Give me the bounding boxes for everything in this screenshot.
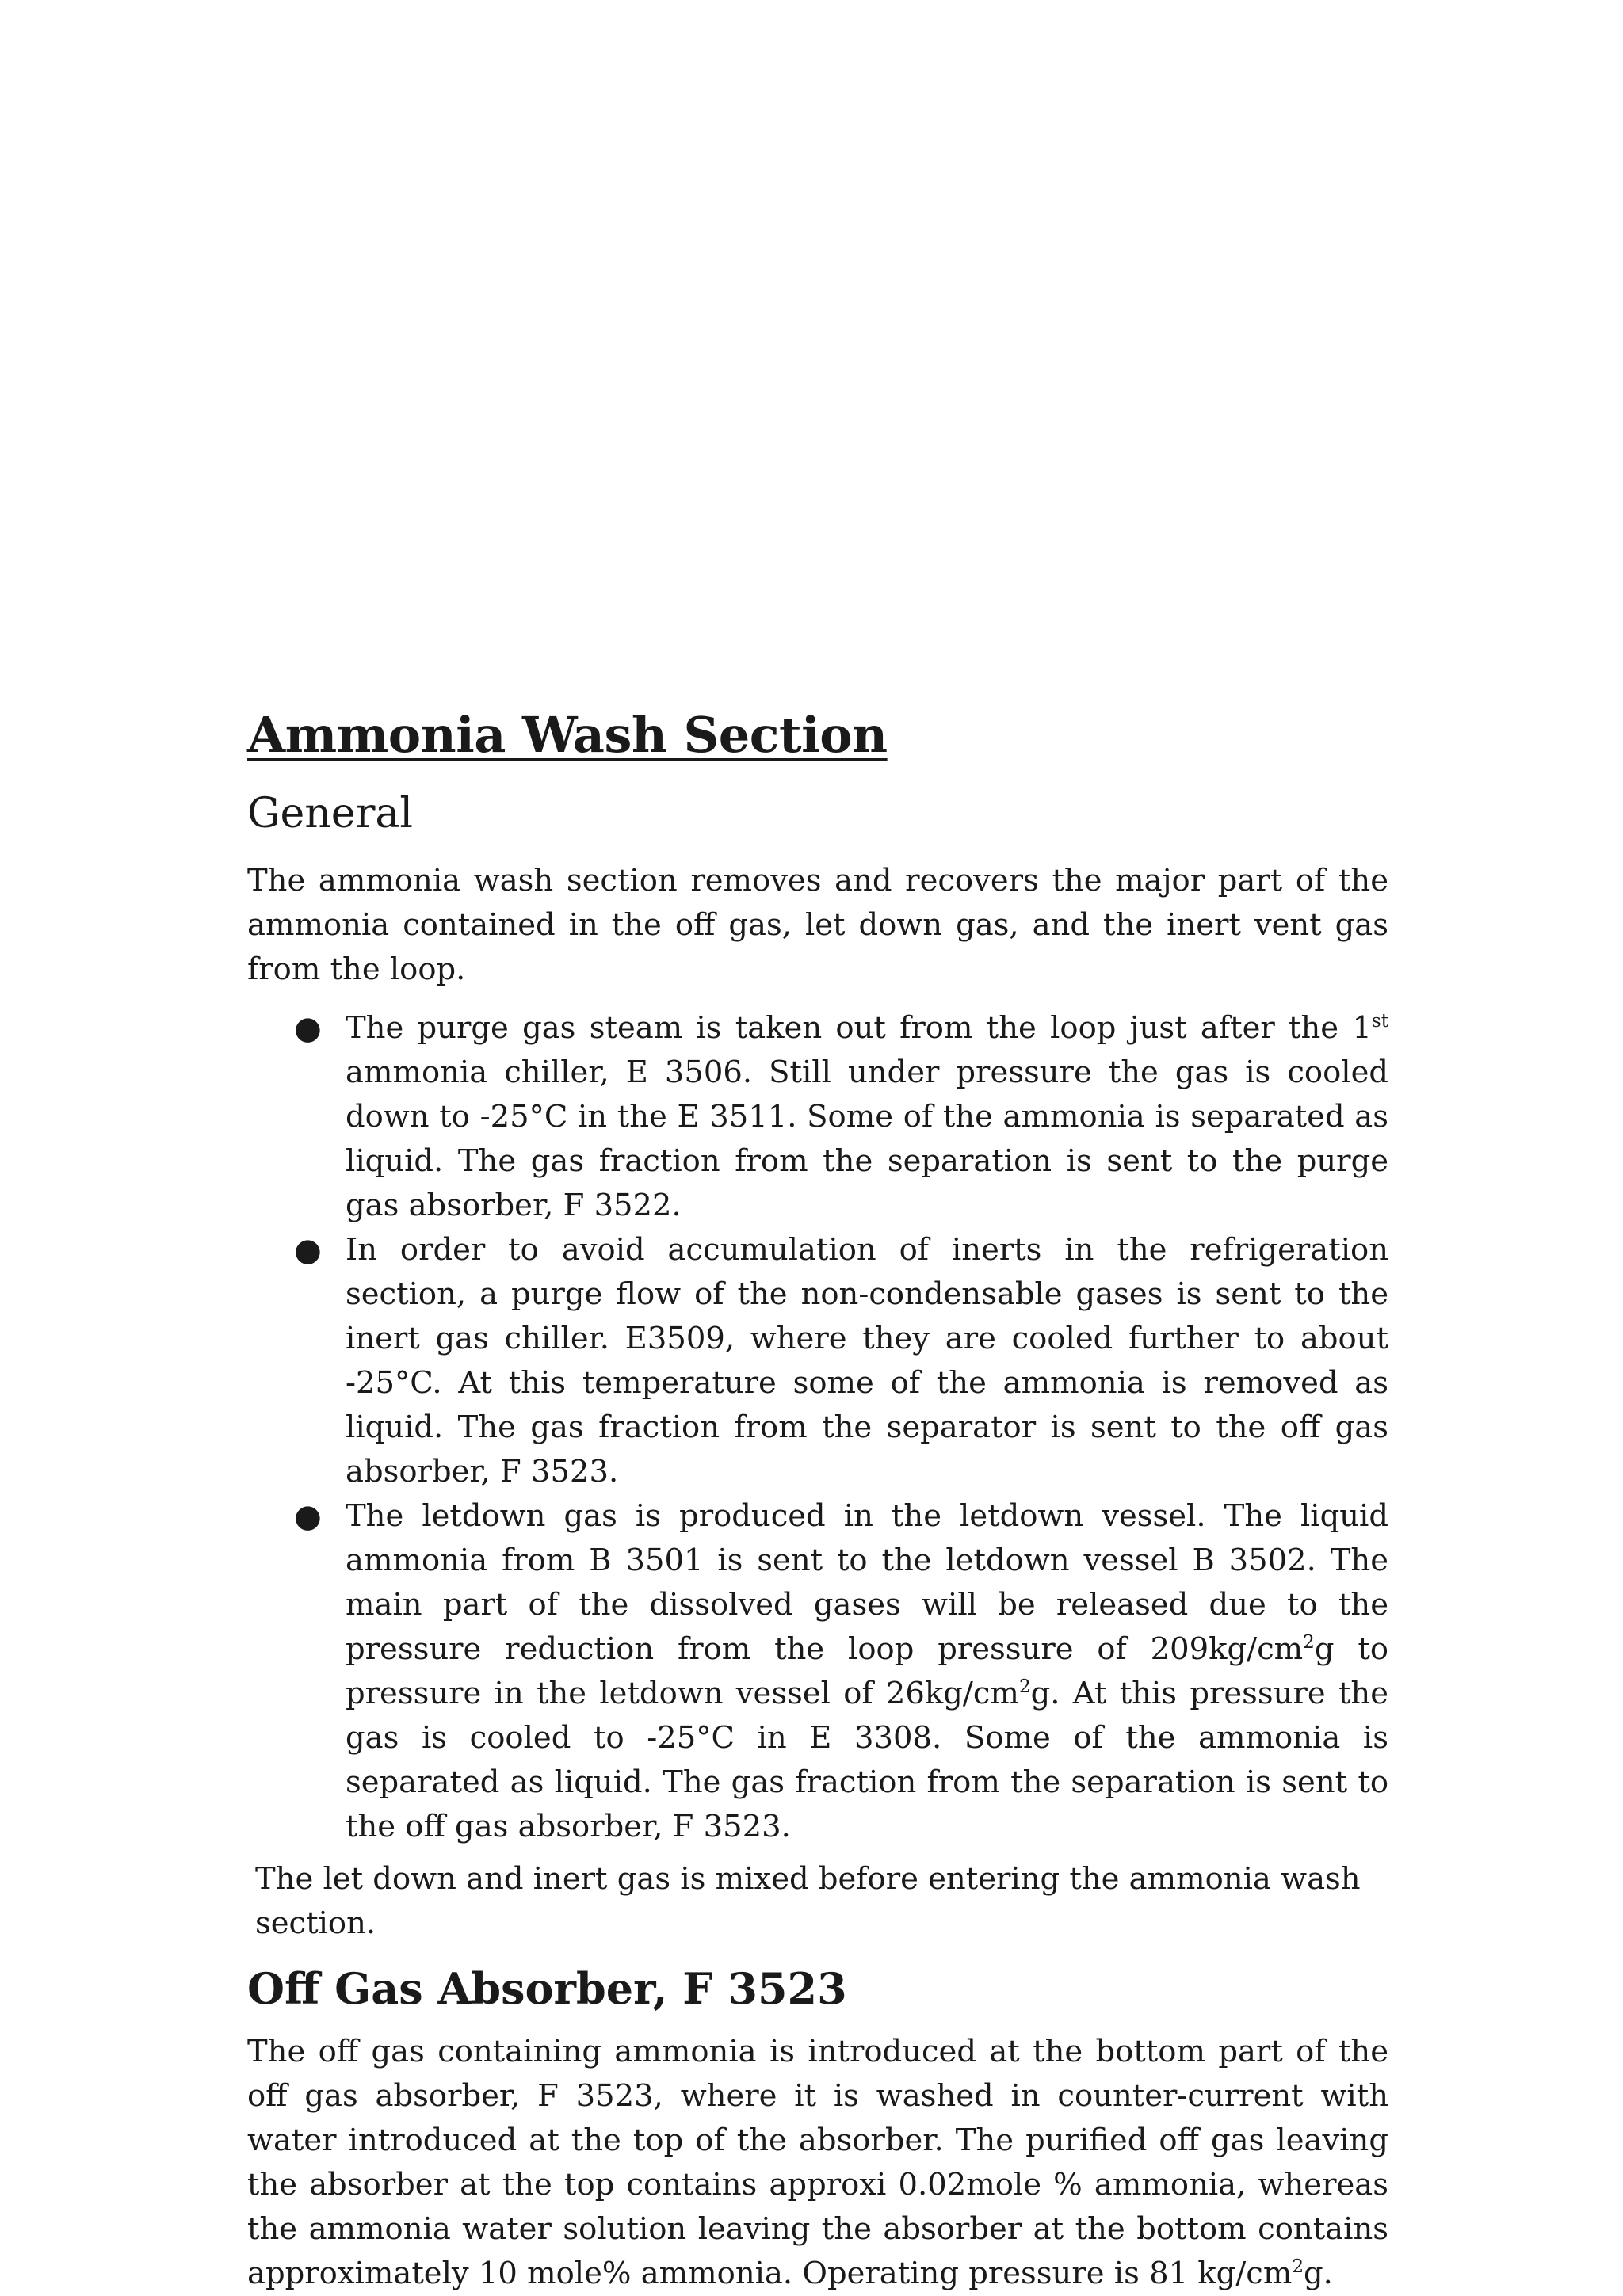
bullet-text: The purge gas steam is taken out from the loop just after the 1 [346, 1010, 1372, 1046]
bullet-text: g. At this pressure the gas is cooled to -25°C in E 3308. Some of the ammonia is separated as liquid. The gas fraction from the separation is sent to the off gas absorber, F 3523. [346, 1676, 1388, 1844]
superscript: 2 [1018, 1676, 1031, 1698]
bullet-list [247, 1006, 1388, 1849]
document-content [247, 697, 1388, 2296]
bullet-dot-icon: ● [294, 1232, 322, 1268]
bullet-text: ammonia chiller, E 3506. Still under pressure the gas is cooled down to -25°C in the E 3511. Some of the ammonia is separated as liquid. The gas fraction from the separation is sent to the purge gas absorber, F 3522. [346, 1055, 1388, 1223]
superscript: st [1371, 1011, 1388, 1032]
section-subtitle: General [247, 790, 414, 837]
bullet-item-letdown-gas [294, 1494, 1388, 1849]
bullet-dot-icon: ● [294, 1010, 322, 1047]
absorber-paragraph [247, 2030, 1388, 2296]
bullet-text: In order to avoid accumulation of inerts in the refrigeration section, a purge flow of the non-condensable gases is sent to the inert gas chiller. E3509, where they are cooled further to about -25°C. At this temperature some of the ammonia is removed as liquid. The gas fraction from the separator is sent to the off gas absorber, F 3523. [346, 1232, 1388, 1489]
superscript: 2 [1303, 1632, 1315, 1653]
bullet-text: g to pressure in the letdown vessel of 26kg/cm [346, 1631, 1388, 1711]
absorber-heading: Off Gas Absorber, F 3523 [247, 1963, 847, 2014]
bullet-dot-icon: ● [294, 1498, 322, 1535]
section-title: Ammonia Wash Section [247, 706, 888, 764]
superscript: 2 [1292, 2256, 1304, 2278]
bullet-item-inerts [294, 1228, 1388, 1494]
mix-note: The let down and inert gas is mixed before entering the ammonia wash section. [255, 1861, 1361, 1941]
absorber-text: The off gas containing ammonia is introduced at the bottom part of the off gas absorber, F 3523, where it is washed in counter-current with water introduced at the top of the absorber. The purified off gas leaving the absorber at the top contains approxi 0.02mole % ammonia, whereas the ammonia water solution leaving the absorber at the bottom contains approximately 10 mole% ammonia. Operating pressure is 81 kg/cm [247, 2034, 1388, 2291]
intro-paragraph: The ammonia wash section removes and recovers the major part of the ammonia contained in the off gas, let down gas, and the inert vent gas from the loop. [247, 863, 1388, 987]
bullet-text: The letdown gas is produced in the letdown vessel. The liquid ammonia from B 3501 is sent to the letdown vessel B 3502. The main part of the dissolved gases will be released due to the pressure reduction from the loop pressure of 209kg/cm [346, 1498, 1388, 1667]
absorber-text-end: g. [1304, 2256, 1333, 2291]
bullet-item-purge-gas [294, 1006, 1388, 1228]
